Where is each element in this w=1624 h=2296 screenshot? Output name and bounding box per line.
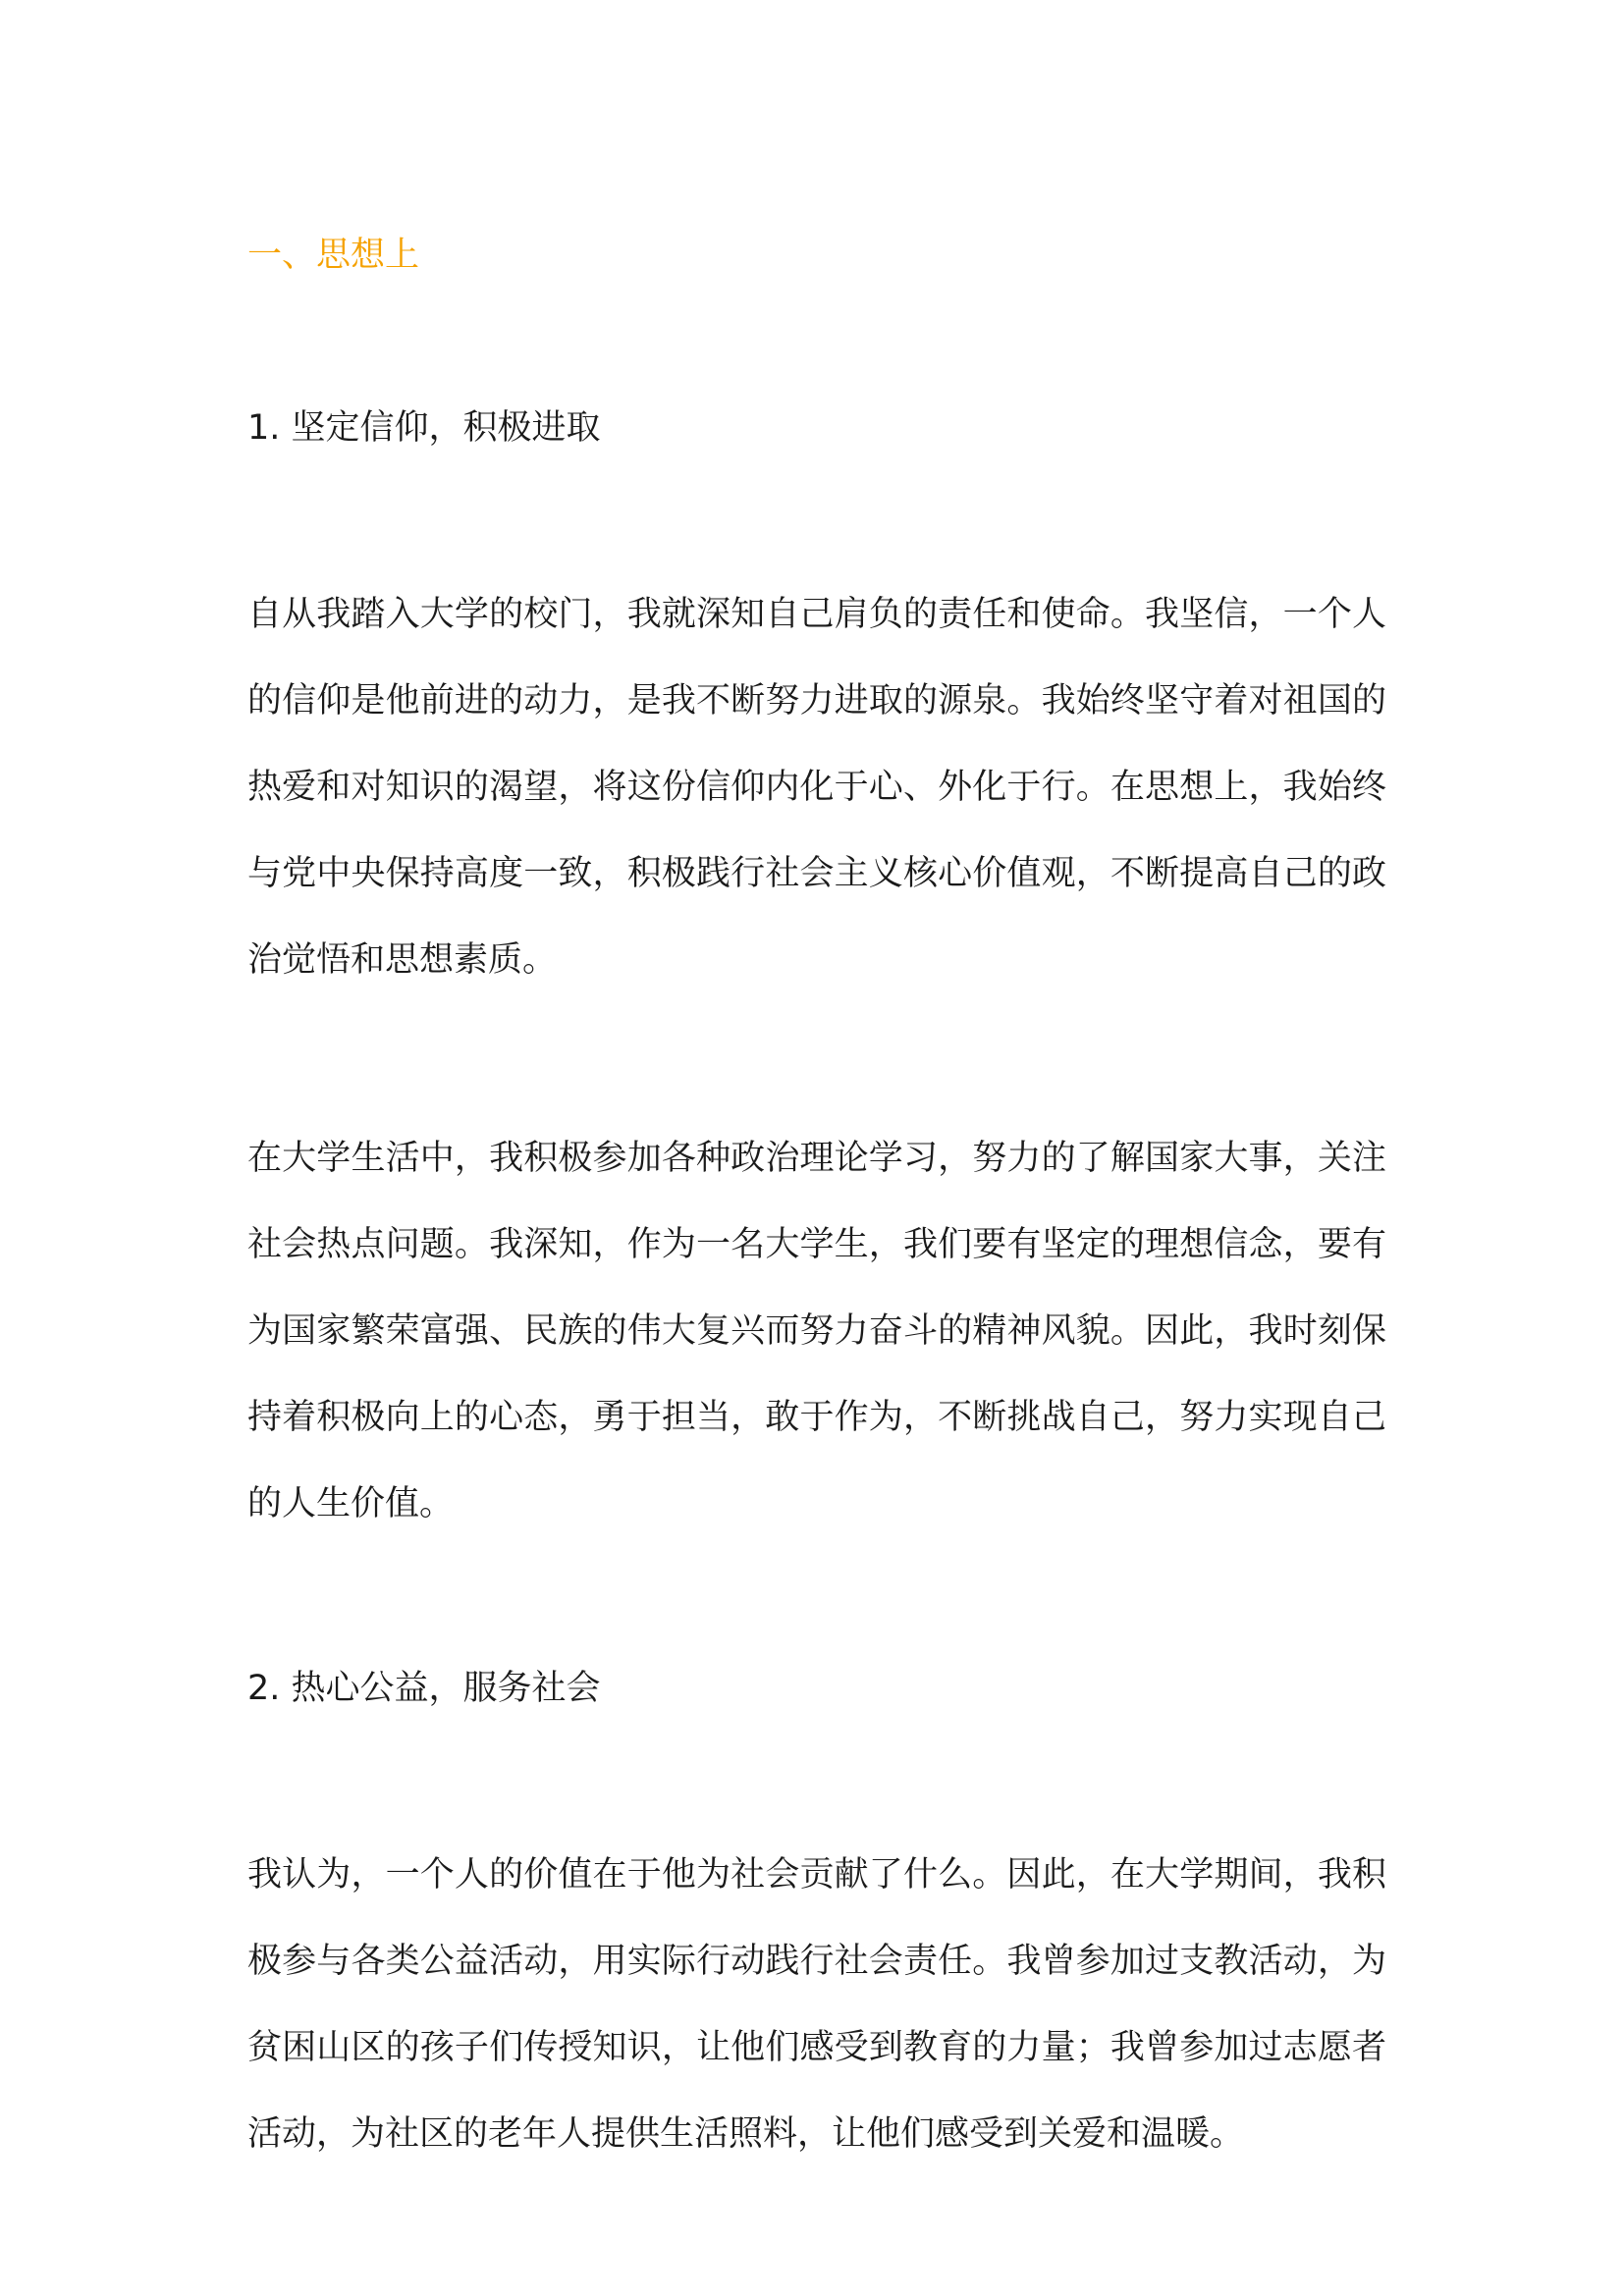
document-body <box>247 226 1386 2177</box>
paragraph-2-1: 我认为，一个人的价值在于他为社会贡献了什么。因此，在大学期间，我积极参与各类公益活动，用实际行动践行社会责任。我曾参加过支教活动，为贫困山区的孩子们传授知识，让他们感受到教育的力量；我曾参加过志愿者活动，为社区的老年人提供生活照料，让他们感受到关爱和温暖。 <box>247 1855 1386 2154</box>
paragraph-1-2: 在大学生活中，我积极参加各种政治理论学习，努力的了解国家大事，关注社会热点问题。我深知，作为一名大学生，我们要有坚定的理想信念，要有为国家繁荣富强、民族的伟大复兴而努力奋斗的精神风貌。因此，我时刻保持着积极向上的心态，勇于担当，敢于作为，不断挑战自己，努力实现自己的人生价值。 <box>247 1139 1386 1523</box>
subsection-heading-2: 2. 热心公益，服务社会 <box>247 1669 601 1708</box>
section-heading: 一、思想上 <box>247 236 420 275</box>
paragraph-1-1: 自从我踏入大学的校门，我就深知自己肩负的责任和使命。我坚信，一个人的信仰是他前进的动力，是我不断努力进取的源泉。我始终坚守着对祖国的热爱和对知识的渴望，将这份信仰内化于心、外化于行。在思想上，我始终与党中央保持高度一致，积极践行社会主义核心价值观，不断提高自己的政治觉悟和思想素质。 <box>247 595 1386 980</box>
subsection-heading-1: 1. 坚定信仰，积极进取 <box>247 408 601 448</box>
